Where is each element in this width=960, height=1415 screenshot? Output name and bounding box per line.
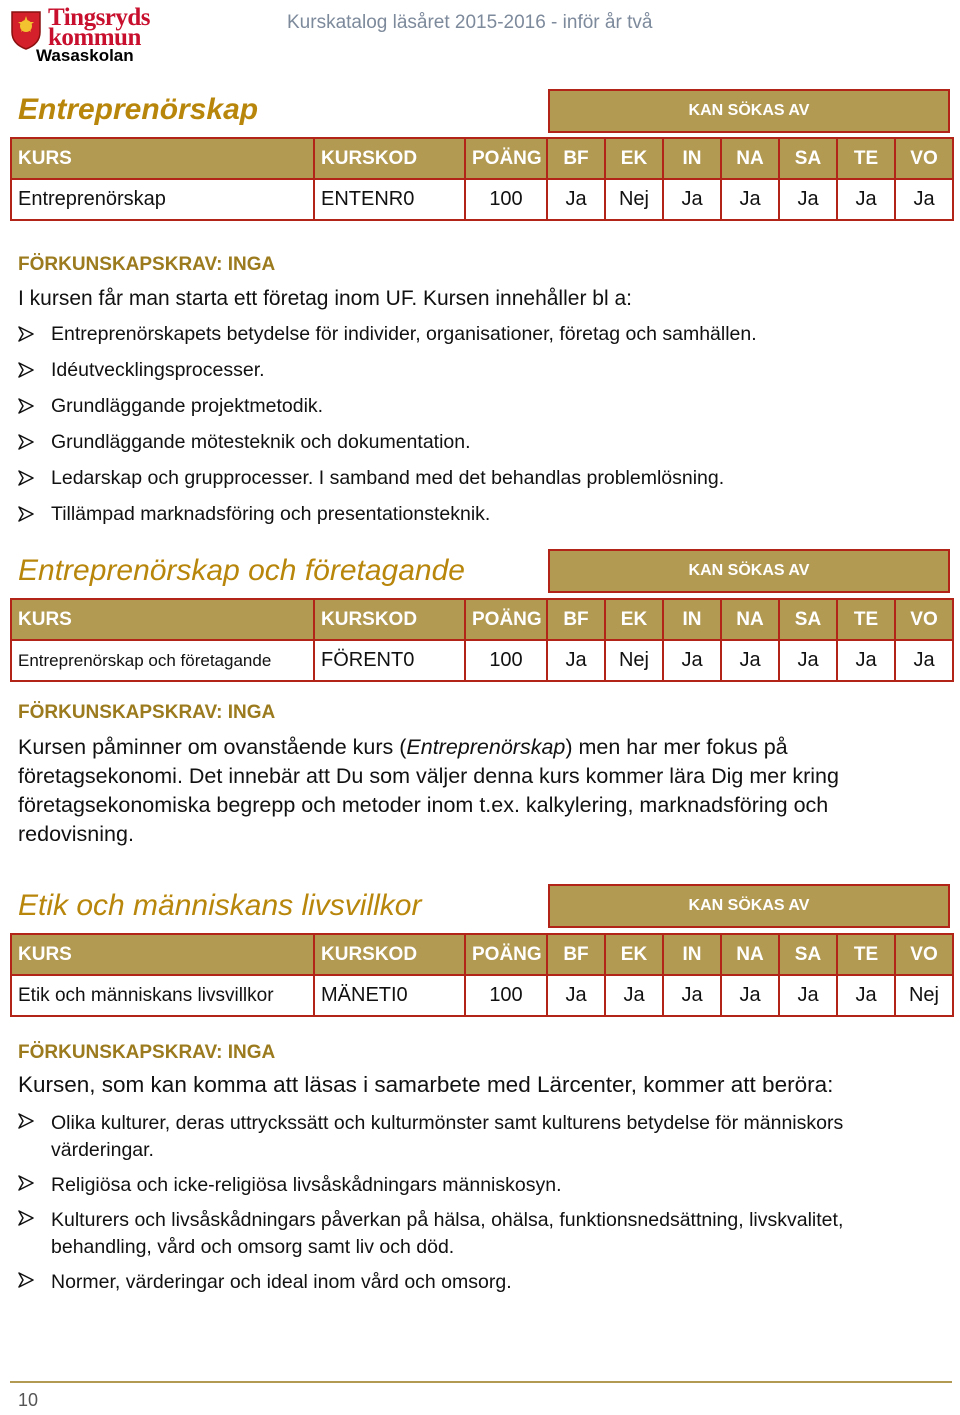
arrow-bullet-icon xyxy=(18,1272,34,1288)
col-ek: EK xyxy=(605,599,663,640)
description-italic: Entreprenörskap xyxy=(406,735,566,759)
cell-vo: Ja xyxy=(895,179,953,220)
cell-te: Ja xyxy=(837,640,895,681)
cell-te: Ja xyxy=(837,975,895,1016)
course-name: Entreprenörskap och företagande xyxy=(11,640,314,681)
list-item xyxy=(18,1269,938,1296)
col-te: TE xyxy=(837,934,895,975)
table-header-row xyxy=(11,599,953,640)
cell-ek: Nej xyxy=(605,640,663,681)
list-item-text: Grundläggande mötesteknik och dokumentation. xyxy=(51,431,471,453)
cell-ek: Ja xyxy=(605,975,663,1016)
arrow-bullet-icon xyxy=(18,362,34,378)
course-points: 100 xyxy=(465,640,547,681)
col-poang: POÄNG xyxy=(465,138,547,179)
list-item-text: Kulturers och livsåskådningars påverkan på hälsa, ohälsa, funktionsnedsättning, livskvalitet, behandling, vård och omsorg samt liv och död. xyxy=(51,1209,844,1258)
col-na: NA xyxy=(721,599,779,640)
page-number: 10 xyxy=(18,1390,39,1410)
col-sa: SA xyxy=(779,599,837,640)
list-item xyxy=(18,359,948,395)
document-title: Kurskatalog läsåret 2015-2016 - inför år två xyxy=(287,12,653,33)
list-item-text: Idéutvecklingsprocesser. xyxy=(51,359,265,381)
course-table xyxy=(10,137,954,221)
course-content-list xyxy=(18,323,948,539)
list-item xyxy=(18,395,948,431)
col-sa: SA xyxy=(779,138,837,179)
description-text: Kursen påminner om ovanstående kurs ( xyxy=(18,735,407,759)
cell-bf: Ja xyxy=(547,640,605,681)
arrow-bullet-icon xyxy=(18,506,34,522)
section-title-entreprenorskap-och-foretagande: Entreprenörskap och företagande xyxy=(18,554,465,587)
arrow-bullet-icon xyxy=(18,1113,34,1129)
col-ek: EK xyxy=(605,934,663,975)
list-item xyxy=(18,467,948,503)
col-kurs: KURS xyxy=(11,599,314,640)
col-te: TE xyxy=(837,599,895,640)
col-kurskod: KURSKOD xyxy=(314,599,465,640)
prerequisites: FÖRKUNSKAPSKRAV: INGA xyxy=(18,702,276,723)
col-kurskod: KURSKOD xyxy=(314,138,465,179)
list-item xyxy=(18,1172,938,1199)
col-ek: EK xyxy=(605,138,663,179)
cell-vo: Nej xyxy=(895,975,953,1016)
arrow-bullet-icon xyxy=(18,470,34,486)
list-item-text: Tillämpad marknadsföring och presentationsteknik. xyxy=(51,503,491,525)
cell-na: Ja xyxy=(721,179,779,220)
cell-sa: Ja xyxy=(779,640,837,681)
col-bf: BF xyxy=(547,138,605,179)
arrow-bullet-icon xyxy=(18,434,34,450)
col-bf: BF xyxy=(547,934,605,975)
list-item-text: Ledarskap och grupprocesser. I samband med det behandlas problemlösning. xyxy=(51,467,725,489)
school-name: Wasaskolan xyxy=(36,46,134,65)
col-na: NA xyxy=(721,934,779,975)
kan-sokas-av-header: KAN SÖKAS AV xyxy=(548,884,950,928)
table-row xyxy=(11,975,953,1016)
logo-text-line1: Tingsryds xyxy=(48,4,151,31)
cell-in: Ja xyxy=(663,179,721,220)
course-table xyxy=(10,933,954,1017)
table-header-row xyxy=(11,138,953,179)
col-poang: POÄNG xyxy=(465,599,547,640)
col-in: IN xyxy=(663,599,721,640)
cell-na: Ja xyxy=(721,975,779,1016)
list-item xyxy=(18,431,948,467)
col-poang: POÄNG xyxy=(465,934,547,975)
cell-vo: Ja xyxy=(895,640,953,681)
col-in: IN xyxy=(663,934,721,975)
arrow-bullet-icon xyxy=(18,326,34,342)
course-intro: I kursen får man starta ett företag inom UF. Kursen innehåller bl a: xyxy=(18,287,632,310)
cell-in: Ja xyxy=(663,640,721,681)
footer-divider xyxy=(10,1381,952,1383)
course-code: FÖRENT0 xyxy=(314,640,465,681)
list-item xyxy=(18,1207,938,1261)
course-name: Entreprenörskap xyxy=(11,179,314,220)
section-title-entreprenorskap: Entreprenörskap xyxy=(18,93,259,126)
col-kurskod: KURSKOD xyxy=(314,934,465,975)
municipality-logo xyxy=(8,4,151,65)
arrow-bullet-icon xyxy=(18,1210,34,1226)
list-item-text: Olika kulturer, deras uttryckssätt och kulturmönster samt kulturens betydelse för människors värderingar. xyxy=(51,1112,844,1161)
list-item-text: Normer, värderingar och ideal inom vård och omsorg. xyxy=(51,1271,512,1293)
section-title-etik: Etik och människans livsvillkor xyxy=(18,889,422,922)
table-header-row xyxy=(11,934,953,975)
col-vo: VO xyxy=(895,934,953,975)
course-code: ENTENR0 xyxy=(314,179,465,220)
list-item-text: Grundläggande projektmetodik. xyxy=(51,395,324,417)
table-row xyxy=(11,179,953,220)
prerequisites: FÖRKUNSKAPSKRAV: INGA xyxy=(18,254,276,275)
course-points: 100 xyxy=(465,179,547,220)
list-item xyxy=(18,503,948,539)
prerequisites: FÖRKUNSKAPSKRAV: INGA xyxy=(18,1042,276,1063)
coat-of-arms-icon xyxy=(10,10,42,50)
course-code: MÄNETI0 xyxy=(314,975,465,1016)
kan-sokas-av-header: KAN SÖKAS AV xyxy=(548,89,950,133)
cell-sa: Ja xyxy=(779,179,837,220)
col-in: IN xyxy=(663,138,721,179)
table-row xyxy=(11,640,953,681)
list-item-text: Religiösa och icke-religiösa livsåskådningars människosyn. xyxy=(51,1174,562,1196)
cell-na: Ja xyxy=(721,640,779,681)
col-kurs: KURS xyxy=(11,138,314,179)
col-kurs: KURS xyxy=(11,934,314,975)
course-points: 100 xyxy=(465,975,547,1016)
page-header xyxy=(0,0,960,70)
col-vo: VO xyxy=(895,138,953,179)
col-na: NA xyxy=(721,138,779,179)
col-bf: BF xyxy=(547,599,605,640)
course-content-list xyxy=(18,1110,938,1304)
list-item xyxy=(18,323,948,359)
logo-text-line2: kommun xyxy=(48,24,141,51)
cell-sa: Ja xyxy=(779,975,837,1016)
cell-bf: Ja xyxy=(547,975,605,1016)
course-description xyxy=(18,733,938,849)
cell-te: Ja xyxy=(837,179,895,220)
kan-sokas-av-header: KAN SÖKAS AV xyxy=(548,549,950,593)
cell-bf: Ja xyxy=(547,179,605,220)
col-vo: VO xyxy=(895,599,953,640)
course-table xyxy=(10,598,954,682)
description-text-cont: ) men har mer fokus på företagsekonomi. Det innebär att Du som väljer denna kurs kommer lära Dig mer kring företagsekonomiska begrepp och metoder inom t.ex. kalkylering, marknadsföring och redovisning. xyxy=(18,735,839,846)
course-name: Etik och människans livsvillkor xyxy=(11,975,314,1016)
arrow-bullet-icon xyxy=(18,1175,34,1191)
cell-ek: Nej xyxy=(605,179,663,220)
col-te: TE xyxy=(837,138,895,179)
col-sa: SA xyxy=(779,934,837,975)
cell-in: Ja xyxy=(663,975,721,1016)
course-intro: Kursen, som kan komma att läsas i samarbete med Lärcenter, kommer att beröra: xyxy=(18,1072,834,1097)
list-item-text: Entreprenörskapets betydelse för individer, organisationer, företag och samhällen. xyxy=(51,323,757,345)
list-item xyxy=(18,1110,938,1164)
arrow-bullet-icon xyxy=(18,398,34,414)
